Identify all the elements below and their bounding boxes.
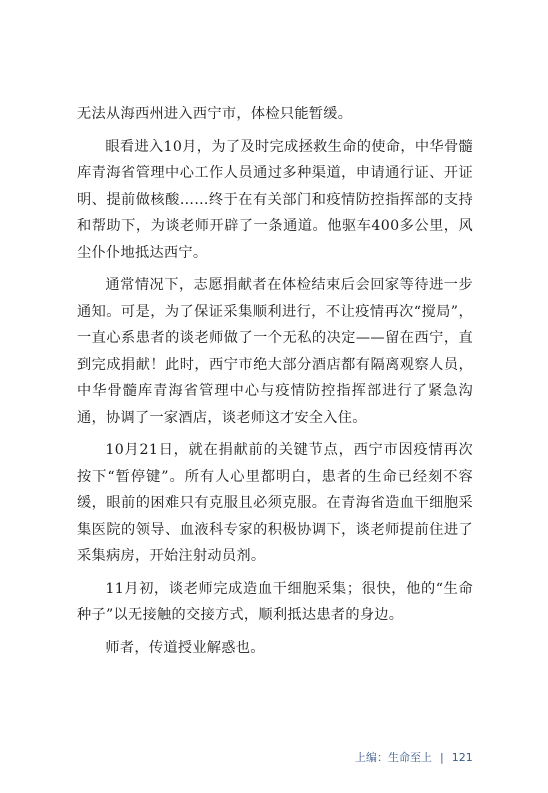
page-number: 121 — [451, 750, 473, 764]
paragraph-3: 通常情况下，志愿捐献者在体检结束后会回家等待进一步通知。可是，为了保证采集顺利进行，不让疫情再次“搅局”，一直心系患者的谈老师做了一个无私的决定——留在西宁，直到完成捐献！此时，西宁市绝大部分酒店都有隔离观察人员，中华骨髓库青海省管理中心与疫情防控指挥部进行了紧急沟通，协调了一家酒店，谈老师这才安全入住。 — [77, 277, 473, 426]
paragraph-1: 无法从海西州进入西宁市，体检只能暂缓。 — [77, 106, 353, 122]
body-text — [77, 101, 473, 667]
paragraph-5: 11月初，谈老师完成造血干细胞采集；很快，他的“生命种子”以无接触的交接方式，顺利抵达患者的身边。 — [77, 580, 473, 623]
paragraph-2: 眼看进入10月，为了及时完成拯救生命的使命，中华骨髓库青海省管理中心工作人员通过多种渠道，申请通行证、开证明、提前做核酸……终于在有关部门和疫情防控指挥部的支持和帮助下，为谈老师开辟了一条通道。他驱车400多公里，风尘仆仆地抵达西宁。 — [77, 138, 473, 261]
paragraph-6: 师者，传道授业解惑也。 — [105, 639, 265, 656]
footer-separator: | — [440, 750, 444, 764]
section-title: 上编：生命至上 — [355, 751, 432, 764]
paragraph-4: 10月21日，就在捐献前的关键节点，西宁市因疫情再次按下“暂停键”。所有人心里都明白，患者的生命已经刻不容缓，眼前的困难只有克服且必须克服。在青海省造血干细胞采集医院的领导、血液科专家的积极协调下，谈老师提前住进了采集病房，开始注射动员剂。 — [77, 442, 473, 564]
page-footer — [355, 749, 475, 765]
